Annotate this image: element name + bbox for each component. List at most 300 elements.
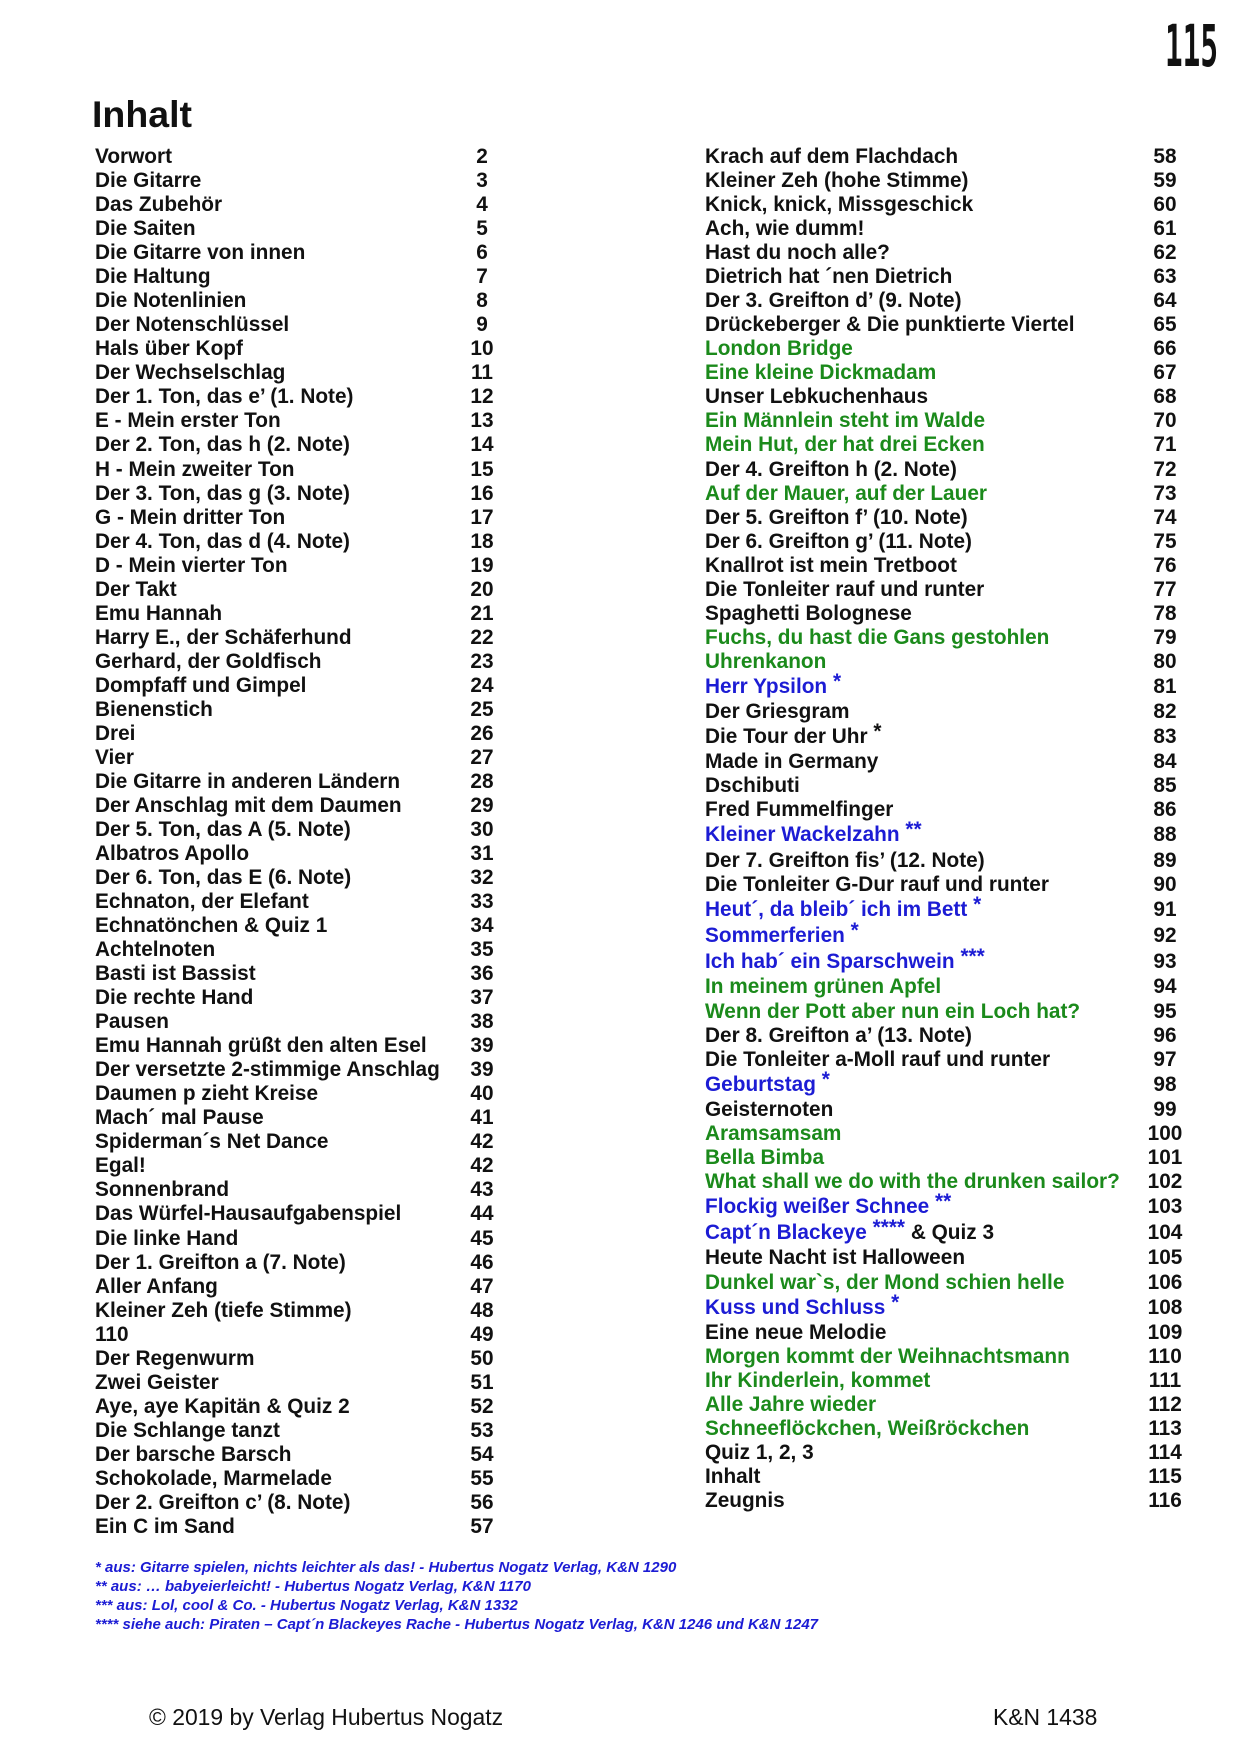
toc-entry [95, 313, 525, 337]
entry-page-number: 79 [1153, 625, 1177, 649]
entry-page-number: 113 [1148, 1416, 1182, 1440]
entry-title: Der 4. Greifton h (2. Note) [705, 457, 957, 481]
toc-entry [95, 866, 525, 890]
footnote-marker: * [850, 918, 859, 942]
entry-page-number: 61 [1153, 217, 1177, 241]
entry-page-number: 86 [1153, 798, 1177, 822]
entry-page-number: 101 [1147, 1145, 1183, 1169]
toc-entry [705, 1489, 1205, 1513]
toc-entry [95, 385, 525, 409]
entry-title: Knallrot ist mein Tretboot [705, 553, 957, 577]
entry-title: Echnatönchen & Quiz 1 [95, 914, 328, 938]
entry-title: Pausen [95, 1010, 169, 1034]
entry-title: Ein C im Sand [95, 1514, 235, 1538]
entry-title: Der Wechselschlag [95, 361, 286, 385]
toc-entry [95, 482, 525, 506]
entry-page-number: 49 [470, 1322, 494, 1346]
entry-title: Schneeflöckchen, Weißröckchen [705, 1416, 1030, 1440]
entry-page-number: 41 [470, 1106, 494, 1130]
entry-page-number: 16 [470, 481, 494, 505]
entry-page-number: 68 [1153, 385, 1177, 409]
entry-page-number: 110 [1148, 1344, 1182, 1368]
toc-entry [95, 698, 525, 722]
entry-page-number: 46 [470, 1250, 494, 1274]
toc-entry [705, 1393, 1205, 1417]
toc-entry [95, 1058, 525, 1082]
toc-entry [95, 722, 525, 746]
entry-title: Der 3. Greifton d’ (9. Note) [705, 289, 962, 313]
entry-page-number: 53 [470, 1418, 494, 1442]
entry-title: Die Gitarre [95, 169, 202, 193]
entry-title: Wenn der Pott aber nun ein Loch hat? [705, 999, 1081, 1023]
entry-page-number: 11 [471, 361, 493, 385]
entry-page-number: 13 [470, 409, 494, 433]
entry-page-number: 72 [1153, 457, 1177, 481]
toc-entry [95, 1347, 525, 1371]
entry-page-number: 23 [470, 649, 494, 673]
entry-title: Flockig weißer Schnee [705, 1194, 930, 1218]
toc-entry [705, 1146, 1205, 1170]
entry-page-number: 111 [1148, 1368, 1182, 1392]
entry-title: Geburtstag [705, 1072, 816, 1096]
toc-entry [705, 849, 1205, 873]
toc-entry [95, 626, 525, 650]
entry-title: Aller Anfang [95, 1274, 218, 1298]
entry-page-number: 90 [1153, 872, 1177, 896]
entry-page-number: 70 [1153, 409, 1177, 433]
entry-title: Ein Männlein steht im Walde [705, 409, 986, 433]
entry-title: Der 3. Ton, das g (3. Note) [95, 481, 350, 505]
entry-page-number: 82 [1153, 700, 1177, 724]
entry-page-number: 103 [1147, 1194, 1183, 1218]
toc-entry [95, 193, 525, 217]
entry-page-number: 39 [470, 1058, 494, 1082]
toc-entry [705, 1417, 1205, 1441]
footnote-marker: * [891, 1290, 900, 1314]
toc-entry [705, 818, 1205, 848]
entry-title: Der Griesgram [705, 700, 850, 724]
entry-page-number: 105 [1147, 1246, 1183, 1270]
entry-page-number: 32 [470, 866, 494, 890]
entry-title: Alle Jahre wieder [705, 1392, 877, 1416]
toc-entry [705, 313, 1205, 337]
entry-title: Vier [95, 745, 134, 769]
entry-page-number: 108 [1147, 1295, 1183, 1319]
entry-title: Kleiner Zeh (tiefe Stimme) [95, 1298, 352, 1322]
toc-entry [705, 1067, 1205, 1098]
entry-title: Echnaton, der Elefant [95, 890, 309, 914]
entry-title: Heut´, da bleib´ ich im Bett [705, 897, 968, 921]
toc-entry [705, 578, 1205, 602]
toc-entry [705, 1048, 1205, 1072]
entry-page-number: 104 [1147, 1221, 1183, 1245]
entry-title: Der 7. Greifton fis’ (12. Note) [705, 848, 985, 872]
toc-entry [95, 1130, 525, 1154]
toc-entry [705, 289, 1205, 313]
entry-page-number: 12 [470, 385, 494, 409]
toc-entry [705, 720, 1205, 750]
entry-page-number: 76 [1153, 553, 1177, 577]
entry-title: Der barsche Barsch [95, 1442, 292, 1466]
entry-title: Sommerferien [705, 923, 845, 947]
entry-title: Aramsamsam [705, 1121, 842, 1145]
toc-entry [705, 265, 1205, 289]
entry-title: Kleiner Zeh (hohe Stimme) [705, 169, 969, 193]
toc-entry [705, 361, 1205, 385]
entry-page-number: 45 [470, 1226, 494, 1250]
entry-title: In meinem grünen Apfel [705, 975, 942, 999]
footnotes [95, 1558, 1195, 1634]
toc-entry [95, 938, 525, 962]
entry-page-number: 60 [1153, 193, 1177, 217]
toc-entry [705, 602, 1205, 626]
entry-page-number: 3 [476, 169, 488, 193]
toc-entry [95, 1467, 525, 1491]
entry-page-number: 62 [1153, 241, 1177, 265]
entry-title: Das Würfel-Hausaufgabenspiel [95, 1202, 402, 1226]
toc-entry [95, 1034, 525, 1058]
entry-title: Die Tonleiter rauf und runter [705, 577, 985, 601]
toc-entry [705, 217, 1205, 241]
toc-entry [95, 1154, 525, 1178]
toc-entry [705, 193, 1205, 217]
entry-title: Fred Fummelfinger [705, 798, 894, 822]
entry-page-number: 74 [1153, 505, 1177, 529]
entry-page-number: 94 [1153, 975, 1177, 999]
entry-page-number: 67 [1153, 361, 1177, 385]
entry-page-number: 22 [470, 625, 494, 649]
entry-title: Eine neue Melodie [705, 1320, 887, 1344]
entry-page-number: 91 [1153, 897, 1177, 921]
toc-entry [95, 794, 525, 818]
toc-entry [95, 409, 525, 433]
entry-title: Quiz 1, 2, 3 [705, 1440, 814, 1464]
entry-title: London Bridge [705, 337, 853, 361]
toc-entry [705, 1000, 1205, 1024]
entry-page-number: 5 [476, 217, 488, 241]
entry-page-number: 50 [470, 1346, 494, 1370]
toc-entry [95, 962, 525, 986]
entry-page-number: 40 [470, 1082, 494, 1106]
entry-title: Vorwort [95, 145, 173, 169]
toc-entry [95, 986, 525, 1010]
entry-page-number: 65 [1153, 313, 1177, 337]
toc-entry [95, 241, 525, 265]
toc-entry [95, 890, 525, 914]
toc-entry [95, 1275, 525, 1299]
entry-title: Der 2. Ton, das h (2. Note) [95, 433, 350, 457]
toc-entry [705, 918, 1205, 949]
entry-title: Der 6. Ton, das E (6. Note) [95, 866, 352, 890]
entry-page-number: 64 [1153, 289, 1177, 313]
entry-title: Die linke Hand [95, 1226, 239, 1250]
entry-title: Fuchs, du hast die Gans gestohlen [705, 625, 1050, 649]
entry-page-number: 26 [470, 721, 494, 745]
entry-title: Knick, knick, Missgeschick [705, 193, 974, 217]
entry-page-number: 71 [1153, 433, 1177, 457]
page-title: Inhalt [92, 93, 192, 135]
toc-entry [705, 873, 1205, 897]
entry-page-number: 42 [470, 1154, 494, 1178]
toc-entry [705, 798, 1205, 822]
entry-title: Capt´n Blackeye [705, 1221, 867, 1245]
toc-entry [95, 1419, 525, 1443]
entry-page-number: 27 [470, 745, 494, 769]
entry-page-number: 112 [1148, 1392, 1182, 1416]
entry-title: Inhalt [705, 1464, 761, 1488]
entry-title: Ihr Kinderlein, kommet [705, 1368, 931, 1392]
entry-page-number: 85 [1153, 774, 1177, 798]
entry-page-number: 92 [1153, 923, 1177, 947]
entry-title: Albatros Apollo [95, 842, 250, 865]
entry-title: Der Takt [95, 577, 177, 601]
footnote: ** aus: … babyeierleicht! - Hubertus Nogatz Verlag, K&N 1170 [95, 1578, 531, 1596]
toc-entry [95, 842, 525, 866]
toc-entry [705, 626, 1205, 650]
toc-entry [705, 1345, 1205, 1369]
toc-entry [95, 1251, 525, 1275]
toc-entry [95, 1299, 525, 1323]
entry-title: Mein Hut, der hat drei Ecken [705, 433, 985, 457]
toc-entry [705, 482, 1205, 506]
entry-page-number: 21 [470, 601, 494, 625]
entry-page-number: 37 [470, 986, 494, 1010]
entry-title: Ach, wie dumm! [705, 217, 865, 241]
entry-page-number: 83 [1153, 725, 1177, 749]
entry-page-number: 14 [470, 433, 494, 457]
footnote-marker: * [873, 720, 882, 744]
entry-page-number: 116 [1148, 1489, 1182, 1512]
entry-title: What shall we do with the drunken sailor? [705, 1169, 1120, 1193]
copyright-notice: © 2019 by Verlag Hubertus Nogatz [149, 1704, 504, 1730]
toc-entry [705, 1271, 1205, 1295]
toc-entry [705, 892, 1205, 923]
toc-entry [95, 650, 525, 674]
toc-entry [705, 1441, 1205, 1465]
entry-page-number: 15 [470, 457, 494, 481]
entry-page-number: 17 [470, 505, 494, 529]
toc-entry [705, 1216, 1205, 1246]
toc-entry [95, 169, 525, 193]
footnote-marker: * [832, 669, 842, 693]
entry-title: Die Schlange tanzt [95, 1418, 280, 1442]
entry-page-number: 52 [470, 1394, 494, 1418]
toc-entry [95, 1491, 525, 1515]
toc-entry [705, 1122, 1205, 1146]
toc-entry [95, 746, 525, 770]
toc-entry [705, 409, 1205, 433]
entry-title: Daumen p zieht Kreise [95, 1082, 319, 1106]
entry-title: Der 1. Greifton a (7. Note) [95, 1250, 346, 1274]
entry-page-number: 100 [1147, 1121, 1183, 1145]
footnote-marker: **** [872, 1216, 906, 1240]
toc-entry [95, 530, 525, 554]
toc-entry [705, 169, 1205, 193]
entry-page-number: 80 [1153, 649, 1177, 673]
entry-title: Dietrich hat ´nen Dietrich [705, 265, 953, 289]
entry-title: Schokolade, Marmelade [95, 1466, 332, 1490]
entry-title: Die Tour der Uhr [705, 725, 868, 749]
entry-page-number: 4 [476, 193, 488, 217]
entry-title: Morgen kommt der Weihnachtsmann [705, 1344, 1070, 1368]
entry-title: Die Haltung [95, 265, 211, 289]
entry-title: Auf der Mauer, auf der Lauer [705, 481, 987, 505]
toc-entry [95, 433, 525, 457]
footnote-marker: ** [935, 1189, 952, 1213]
entry-title: Hals über Kopf [95, 337, 243, 361]
toc-entry [95, 1106, 525, 1130]
entry-title: Die Tonleiter a-Moll rauf und runter [705, 1047, 1051, 1071]
entry-title: Achtelnoten [95, 938, 216, 962]
toc-right-column [705, 145, 1205, 1513]
entry-title: Die Notenlinien [95, 289, 247, 313]
entry-page-number: 115 [1148, 1464, 1182, 1488]
entry-page-number: 48 [470, 1298, 494, 1322]
entry-page-number: 89 [1153, 848, 1177, 872]
entry-title: Zwei Geister [95, 1370, 219, 1394]
entry-title: Kleiner Wackelzahn [705, 823, 900, 847]
toc-entry [705, 700, 1205, 724]
entry-page-number: 9 [476, 313, 488, 337]
toc-entry [705, 506, 1205, 530]
toc-entry [95, 361, 525, 385]
entry-page-number: 33 [470, 890, 494, 914]
entry-page-number: 106 [1147, 1270, 1183, 1294]
entry-title: Die Gitarre in anderen Ländern [95, 769, 401, 793]
entry-page-number: 43 [470, 1178, 494, 1202]
entry-title: Uhrenkanon [705, 649, 827, 673]
entry-title: Egal! [95, 1154, 146, 1178]
entry-page-number: 59 [1153, 169, 1177, 193]
entry-page-number: 19 [470, 553, 494, 577]
entry-page-number: 2 [476, 145, 488, 169]
entry-title: E - Mein erster Ton [95, 409, 281, 433]
toc-left-column [95, 145, 525, 1539]
entry-title: Dompfaff und Gimpel [95, 673, 307, 697]
entry-title: Der Notenschlüssel [95, 313, 290, 337]
entry-title: Der 1. Ton, das e’ (1. Note) [95, 385, 354, 409]
entry-title: Dunkel war`s, der Mond schien helle [705, 1270, 1065, 1294]
entry-title: Aye, aye Kapitän & Quiz 2 [95, 1394, 350, 1418]
toc-entry [705, 1290, 1205, 1321]
toc-entry [705, 975, 1205, 999]
toc-entry [95, 674, 525, 698]
entry-title: Bella Bimba [705, 1145, 825, 1169]
entry-page-number: 35 [470, 938, 494, 962]
toc-entry [95, 506, 525, 530]
entry-title: Heute Nacht ist Halloween [705, 1246, 966, 1270]
toc-entry [95, 770, 525, 794]
toc-entry [705, 650, 1205, 674]
entry-title: Der 6. Greifton g’ (11. Note) [705, 529, 972, 553]
toc-entry [95, 578, 525, 602]
toc-entry [95, 1515, 525, 1539]
toc-entry [705, 945, 1205, 975]
toc-entry [95, 1323, 525, 1347]
entry-title: Der Anschlag mit dem Daumen [95, 793, 402, 817]
entry-page-number: 54 [470, 1442, 494, 1466]
toc-entry [705, 530, 1205, 554]
entry-page-number: 55 [470, 1466, 494, 1490]
entry-page-number: 20 [470, 577, 494, 601]
entry-title: Der 5. Ton, das A (5. Note) [95, 817, 351, 841]
toc-entry [95, 1443, 525, 1467]
toc-entry [705, 750, 1205, 774]
entry-page-number: 77 [1153, 577, 1177, 601]
entry-page-number: 51 [470, 1370, 494, 1394]
entry-page-number: 81 [1153, 674, 1177, 698]
entry-title: Unser Lebkuchenhaus [705, 385, 929, 409]
toc-entry [705, 669, 1205, 700]
entry-title: Eine kleine Dickmadam [705, 361, 937, 385]
toc-entry [95, 145, 525, 169]
entry-title: Hast du noch alle? [705, 241, 890, 265]
page-number: 115 [1165, 13, 1219, 80]
entry-page-number: 38 [470, 1010, 494, 1034]
toc-entry [95, 265, 525, 289]
entry-title: Die Tonleiter G-Dur rauf und runter [705, 872, 1049, 896]
entry-title: Die rechte Hand [95, 986, 254, 1010]
toc-entry [95, 602, 525, 626]
entry-title: Die Saiten [95, 217, 196, 241]
toc-entry [95, 217, 525, 241]
footnote: *** aus: Lol, cool & Co. - Hubertus Nogatz Verlag, K&N 1332 [95, 1597, 518, 1615]
entry-page-number: 30 [470, 817, 494, 841]
entry-suffix: & Quiz 3 [910, 1221, 995, 1245]
entry-title: Emu Hannah [95, 601, 223, 625]
entry-title: Der versetzte 2-stimmige Anschlag [95, 1058, 440, 1082]
toc-entry [705, 385, 1205, 409]
entry-title: H - Mein zweiter Ton [95, 457, 295, 481]
entry-page-number: 75 [1153, 529, 1177, 553]
entry-page-number: 63 [1153, 265, 1177, 289]
toc-entry [95, 458, 525, 482]
entry-title: Die Gitarre von innen [95, 241, 306, 265]
entry-title: Der 8. Greifton a’ (13. Note) [705, 1023, 972, 1047]
entry-title: Der 4. Ton, das d (4. Note) [95, 529, 350, 553]
entry-page-number: 7 [476, 265, 488, 289]
toc-entry [95, 1227, 525, 1251]
toc-entry [705, 1189, 1205, 1220]
entry-page-number: 6 [476, 241, 488, 265]
toc-entry [95, 289, 525, 313]
toc-entry [95, 914, 525, 938]
entry-page-number: 114 [1148, 1440, 1182, 1464]
entry-title: Spaghetti Bolognese [705, 601, 912, 625]
entry-title: Ich hab´ ein Sparschwein [705, 950, 955, 974]
toc-entry [95, 554, 525, 578]
entry-title: 110 [95, 1322, 129, 1346]
footnote-marker: * [973, 892, 982, 916]
entry-title: Basti ist Bassist [95, 962, 256, 986]
catalog-number: K&N 1438 [993, 1704, 1098, 1730]
toc-entry [95, 1178, 525, 1202]
entry-title: Sonnenbrand [95, 1178, 230, 1202]
entry-title: Der 5. Greifton f’ (10. Note) [705, 505, 968, 529]
toc-entry [705, 1170, 1205, 1194]
entry-page-number: 109 [1147, 1320, 1183, 1344]
entry-title: Spiderman´s Net Dance [95, 1130, 329, 1154]
entry-title: Der Regenwurm [95, 1346, 255, 1370]
entry-page-number: 44 [470, 1202, 494, 1226]
toc-entry [705, 1098, 1205, 1122]
toc-entry [95, 1202, 525, 1226]
entry-page-number: 99 [1153, 1097, 1177, 1121]
toc-entry [705, 458, 1205, 482]
entry-title: Der 2. Greifton c’ (8. Note) [95, 1490, 351, 1514]
toc-entry [705, 1024, 1205, 1048]
entry-page-number: 57 [470, 1514, 494, 1538]
